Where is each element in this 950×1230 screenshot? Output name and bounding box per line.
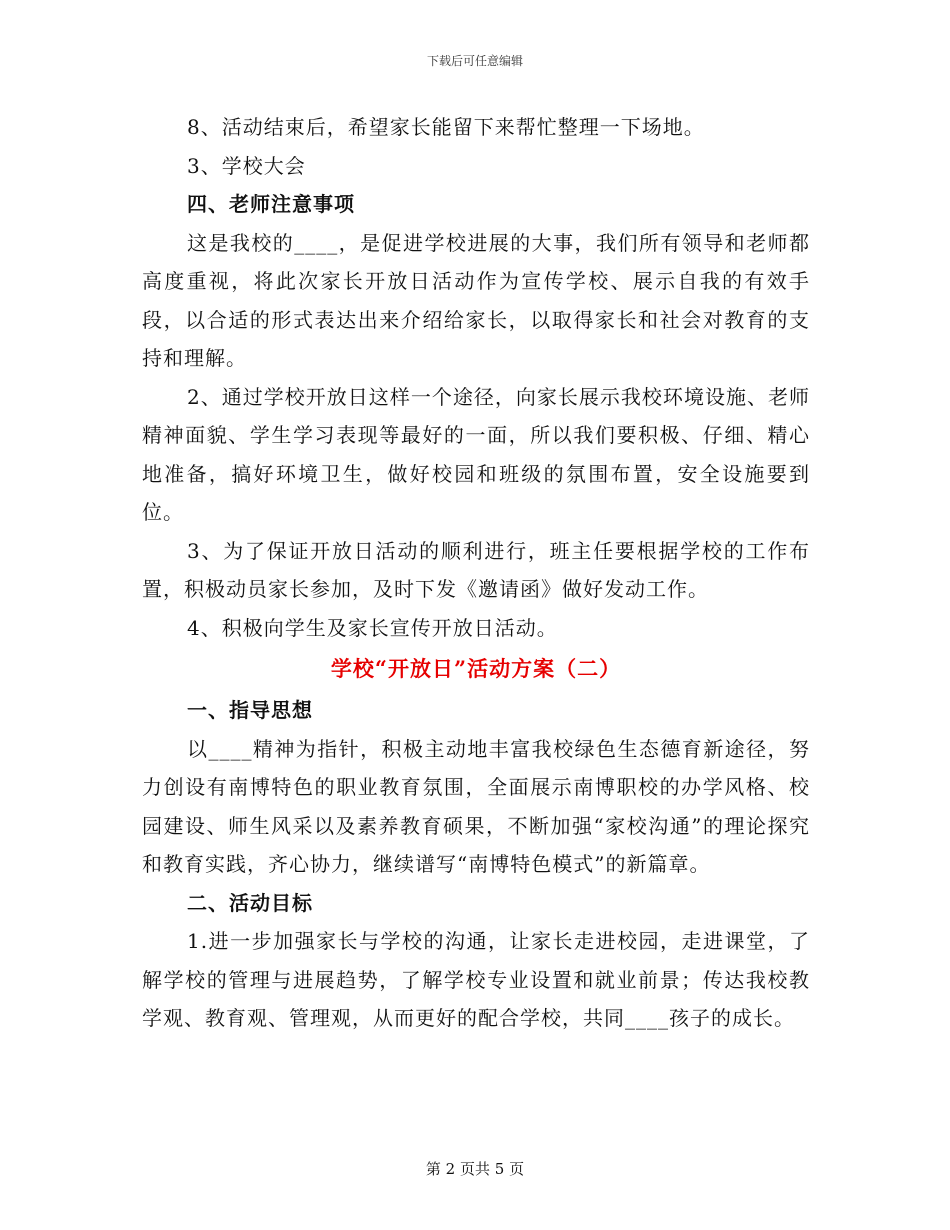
paragraph: 1.进一步加强家长与学校的沟通，让家长走进校园，走进课堂，了解学校的管理与进展趋势，了解学校专业设置和就业前景；传达我校教学观、教育观、管理观，从而更好的配合学校，共同____孩子的成长。 bbox=[142, 929, 810, 1030]
document-body bbox=[142, 108, 810, 1038]
paragraph: 4、积极向学生及家长宣传开放日活动。 bbox=[187, 615, 558, 640]
header-note: 下载后可任意编辑 bbox=[426, 54, 523, 68]
section-heading: 一、指导思想 bbox=[187, 698, 313, 722]
paragraph: 3、为了保证开放日活动的顺利进行，班主任要根据学校的工作布置，积极动员家长参加，及时下发《邀请函》做好发动工作。 bbox=[142, 538, 810, 601]
paragraph: 3、学校大会 bbox=[187, 153, 306, 178]
paragraph: 以____精神为指针，积极主动地丰富我校绿色生态德育新途径，努力创设有南博特色的职业教育氛围，全面展示南博职校的办学风格、校园建设、师生风采以及素养教育硕果，不断加强“家校沟通”的理论探究和教育实践，齐心协力，继续谱写“南博特色模式”的新篇章。 bbox=[142, 736, 810, 876]
paragraph: 这是我校的____，是促进学校进展的大事，我们所有领导和老师都高度重视，将此次家长开放日活动作为宣传学校、展示自我的有效手段，以合适的形式表达出来介绍给家长，以取得家长和社会对教育的支持和理解。 bbox=[142, 230, 810, 370]
section-heading: 四、老师注意事项 bbox=[187, 192, 355, 216]
page-footer: 第 2 页共 5 页 bbox=[425, 1160, 525, 1178]
paragraph: 2、通过学校开放日这样一个途径，向家长展示我校环境设施、老师精神面貌、学生学习表现等最好的一面，所以我们要积极、仔细、精心地准备，搞好环境卫生，做好校园和班级的氛围布置，安全设施要到位。 bbox=[142, 384, 810, 524]
paragraph: 8、活动结束后，希望家长能留下来帮忙整理一下场地。 bbox=[187, 115, 705, 139]
document-title: 学校“开放日”活动方案（二） bbox=[330, 656, 622, 681]
section-heading: 二、活动目标 bbox=[187, 890, 313, 915]
